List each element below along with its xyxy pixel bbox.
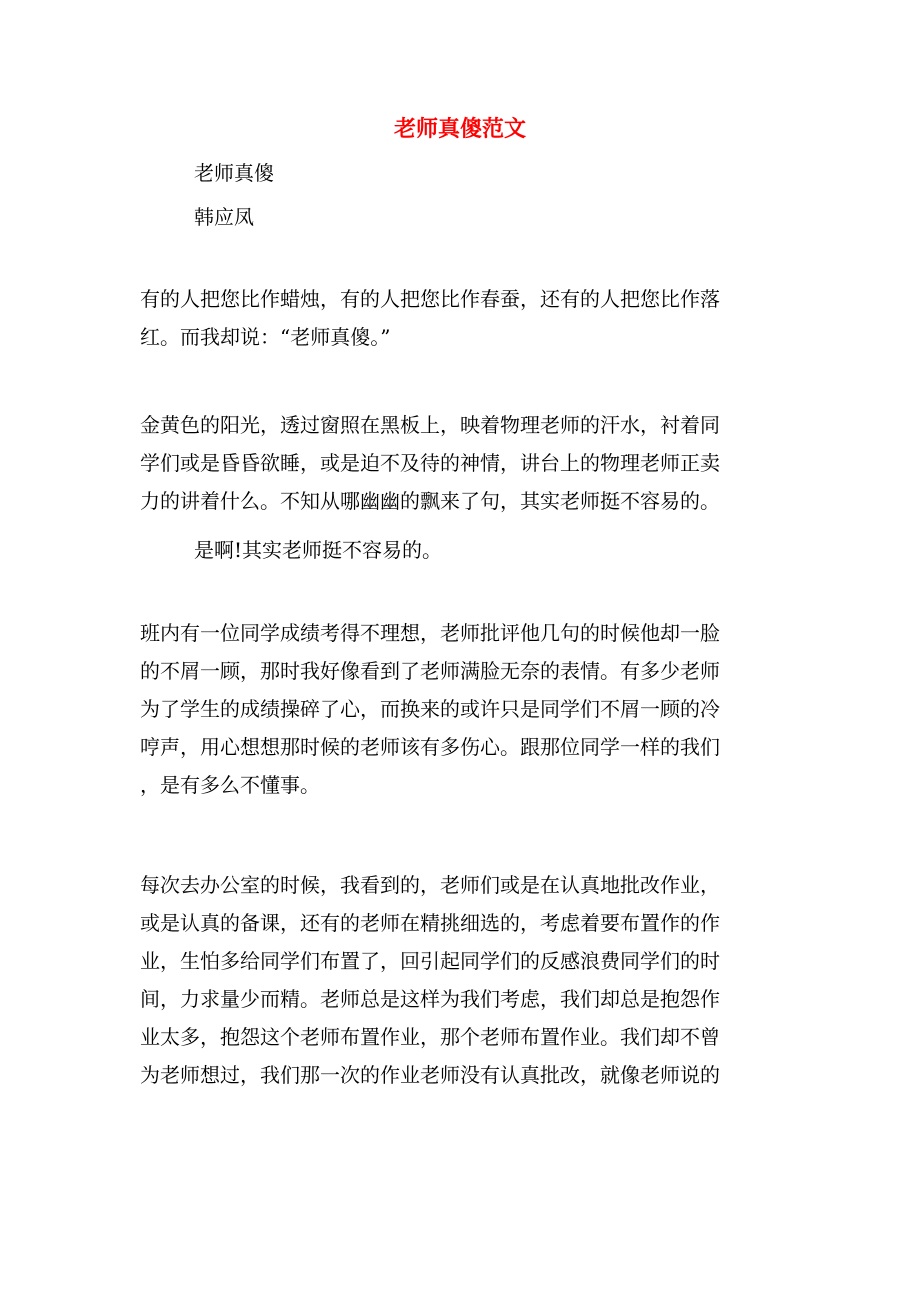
- author-name: 韩应凤: [194, 205, 254, 229]
- paragraph-line: 有的人把您比作蜡烛，有的人把您比作春蚕，还有的人把您比作落: [140, 287, 720, 311]
- essay-title: 老师真傻: [194, 161, 274, 185]
- paragraph-line: 业，生怕多给同学们布置了，回引起同学们的反感浪费同学们的时: [140, 949, 720, 973]
- paragraph-line: 的不屑一顾，那时我好像看到了老师满脸无奈的表情。有多少老师: [140, 659, 720, 683]
- paragraph-line: 为了学生的成绩操碎了心，而换来的或许只是同学们不屑一顾的冷: [140, 697, 720, 721]
- paragraph-line: 为老师想过，我们那一次的作业老师没有认真批改，就像老师说的: [140, 1063, 720, 1087]
- indented-sentence: 是啊!其实老师挺不容易的。: [194, 538, 443, 562]
- paragraph-2: [140, 406, 780, 520]
- paragraph-line: 力的讲着什么。不知从哪幽幽的飘来了句，其实老师挺不容易的。: [140, 489, 720, 513]
- paragraph-line: 业太多，抱怨这个老师布置作业，那个老师布置作业。我们却不曾: [140, 1025, 720, 1049]
- paragraph-line: 哼声，用心想想那时候的老师该有多伤心。跟那位同学一样的我们: [140, 735, 720, 759]
- paragraph-line: 间，力求量少而精。老师总是这样为我们考虑，我们却总是抱怨作: [140, 987, 720, 1011]
- paragraph-line: 红。而我却说：“老师真傻。”: [140, 325, 391, 349]
- paragraph-1: [140, 280, 780, 356]
- paragraph-line: 金黄色的阳光，透过窗照在黑板上，映着物理老师的汗水，衬着同: [140, 413, 720, 437]
- paragraph-3: [140, 614, 780, 804]
- paragraph-line: 每次去办公室的时候，我看到的，老师们或是在认真地批改作业，: [140, 873, 720, 897]
- paragraph-line: 或是认真的备课，还有的老师在精挑细选的，考虑着要布置作的作: [140, 911, 720, 935]
- paragraph-line: 学们或是昏昏欲睡，或是迫不及待的神情，讲台上的物理老师正卖: [140, 451, 720, 475]
- document-title: 老师真傻范文: [393, 116, 526, 142]
- paragraph-4: [140, 866, 780, 1094]
- paragraph-line: 班内有一位同学成绩考得不理想，老师批评他几句的时候他却一脸: [140, 621, 720, 645]
- paragraph-line: ，是有多么不懂事。: [140, 773, 320, 797]
